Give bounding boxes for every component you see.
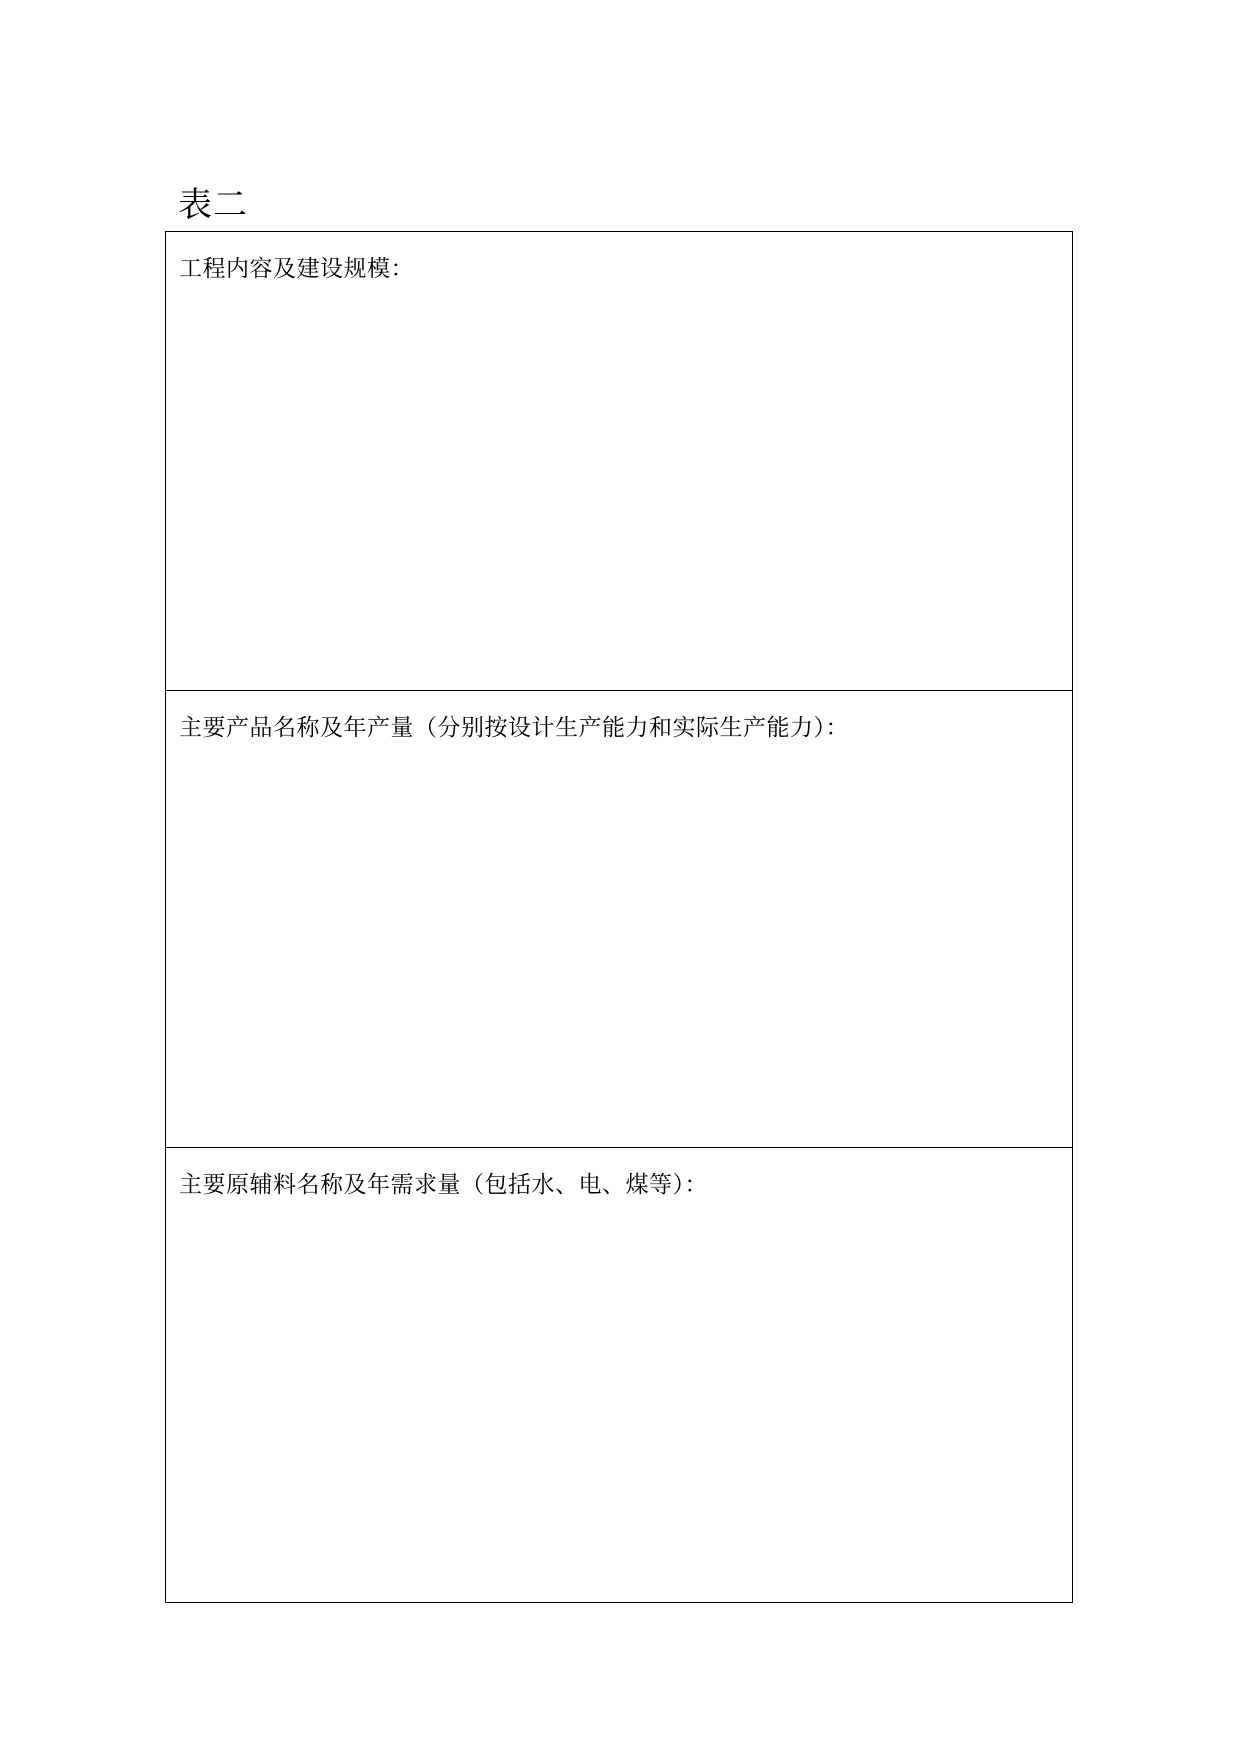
row-content-products-output[interactable] <box>179 751 1059 1134</box>
row-label-raw-materials: 主要原辅料名称及年需求量（包括水、电、煤等）： <box>179 1172 708 1198</box>
form-row-products-output <box>166 690 1072 1147</box>
page-heading: 表二 <box>178 185 248 225</box>
form-row-raw-materials <box>166 1147 1072 1601</box>
form-table <box>165 231 1073 1603</box>
row-label-products-output: 主要产品名称及年产量（分别按设计生产能力和实际生产能力）： <box>179 715 849 741</box>
row-label-project-scope: 工程内容及建设规模： <box>179 256 414 282</box>
row-content-project-scope[interactable] <box>179 292 1059 677</box>
form-row-project-scope <box>166 232 1072 690</box>
row-content-raw-materials[interactable] <box>179 1208 1059 1588</box>
